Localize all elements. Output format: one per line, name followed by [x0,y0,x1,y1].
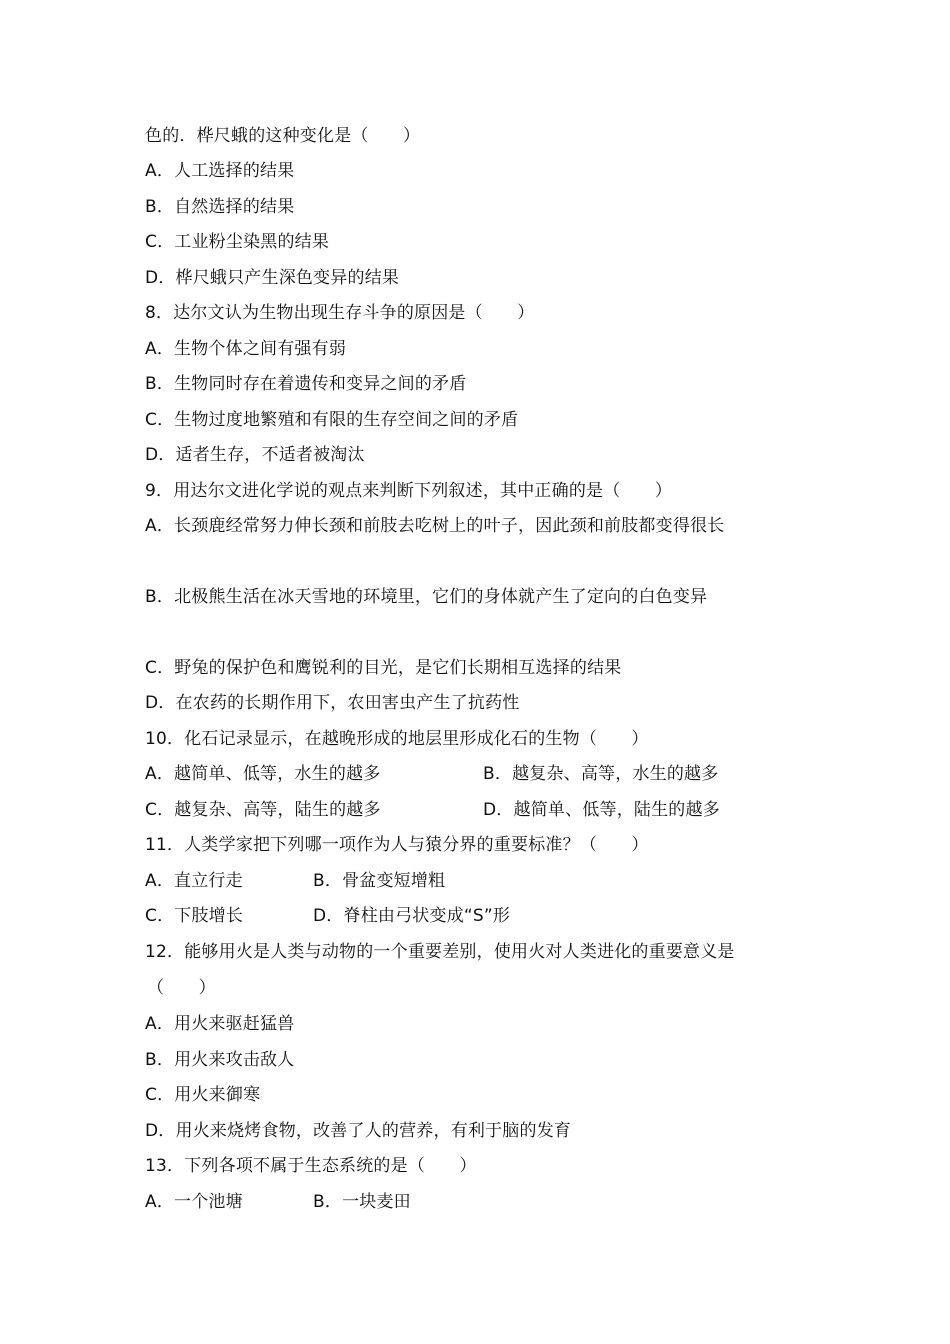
q10-option-a: A．越简单、低等，水生的越多 [145,764,381,784]
q11-options-row-1 [145,868,446,894]
q11-option-b: B．骨盆变短增粗 [313,871,446,891]
q9-option-a: A．长颈鹿经常努力伸长颈和前肢去吃树上的叶子，因此颈和前肢都变得很长 [145,516,725,536]
question-13: 13．下列各项不属于生态系统的是（ ） [145,1156,477,1176]
question-8: 8．达尔文认为生物出现生存斗争的原因是（ ） [145,303,535,323]
q13-option-b: B．一块麦田 [313,1192,411,1212]
q8-option-c: C．生物过度地繁殖和有限的生存空间之间的矛盾 [145,410,519,430]
q11-option-d: D．脊柱由弓状变成“S”形 [313,906,511,926]
question-11: 11．人类学家把下列哪一项作为人与猿分界的重要标准？（ ） [145,835,649,855]
q11-options-row-2 [145,903,511,929]
q9-option-c: C．野兔的保护色和鹰锐利的目光，是它们长期相互选择的结果 [145,658,622,678]
q13-options-row-1 [145,1189,411,1215]
q10-options-row-2 [145,797,720,823]
q9-option-d: D．在农药的长期作用下，农田害虫产生了抗药性 [145,693,520,713]
q8-option-d: D．适者生存，不适者被淘汰 [145,445,365,465]
q12-option-c: C．用火来御寒 [145,1085,261,1105]
q8-option-b: B．生物同时存在着遗传和变异之间的矛盾 [145,374,467,394]
q9-option-b: B．北极熊生活在冰天雪地的环境里，它们的身体就产生了定向的白色变异 [145,587,708,607]
question-12-bracket: （ ） [147,978,216,998]
q10-options-row-1 [145,761,719,787]
question-10: 10．化石记录显示，在越晚形成的地层里形成化石的生物（ ） [145,729,649,749]
question-7-stem-tail: 色的．桦尺蛾的这种变化是（ ） [145,126,421,146]
q10-option-d: D．越简单、低等，陆生的越多 [483,800,720,820]
q7-option-b: B．自然选择的结果 [145,197,295,217]
q7-option-d: D．桦尺蛾只产生深色变异的结果 [145,268,400,288]
q10-option-b: B．越复杂、高等，水生的越多 [483,764,719,784]
question-9: 9．用达尔文进化学说的观点来判断下列叙述，其中正确的是（ ） [145,481,673,501]
q11-option-c: C．下肢增长 [145,906,244,926]
q10-option-c: C．越复杂、高等，陆生的越多 [145,800,381,820]
q8-option-a: A．生物个体之间有强有弱 [145,339,347,359]
q12-option-b: B．用火来攻击敌人 [145,1050,295,1070]
q12-option-a: A．用火来驱赶猛兽 [145,1014,295,1034]
question-12: 12．能够用火是人类与动物的一个重要差别，使用火对人类进化的重要意义是 [145,942,735,962]
q13-option-a: A．一个池塘 [145,1192,243,1212]
q11-option-a: A．直立行走 [145,871,243,891]
q7-option-a: A．人工选择的结果 [145,161,295,181]
q7-option-c: C．工业粉尘染黑的结果 [145,232,330,252]
q12-option-d: D．用火来烧烤食物，改善了人的营养，有利于脑的发育 [145,1121,572,1141]
